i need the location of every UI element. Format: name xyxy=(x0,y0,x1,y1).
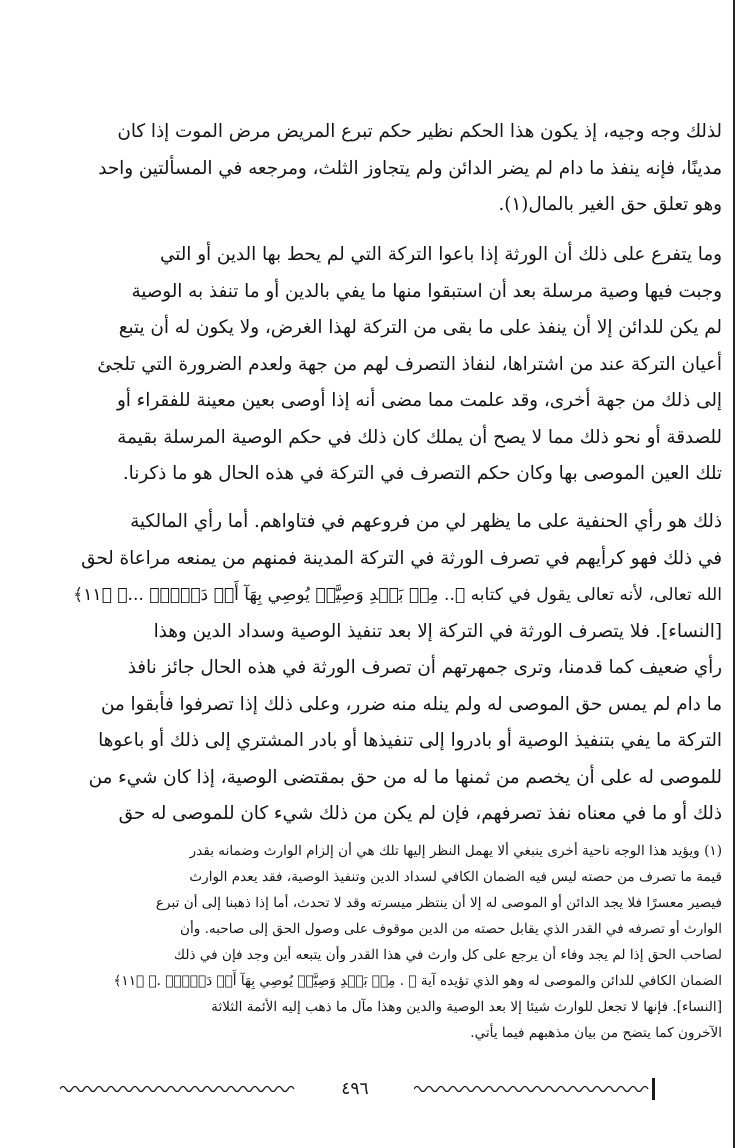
text-line: لذلك وجه وجيه، إذ يكون هذا الحكم نظير حكم تبرع المريض مرض الموت إذا كان xyxy=(117,121,722,142)
text-line: إلى ذلك من جهة أخرى، وقد علمت مما مضى أنه إذا أوصى بعين معينة للفقراء أو xyxy=(116,390,722,411)
text-line: وهو تعلق حق الغير بالمال(١). xyxy=(498,194,722,215)
text-line: وما يتفرع على ذلك أن الورثة إذا باعوا التركة التي لم يحط بها الدين أو التي xyxy=(159,244,722,265)
page-footer xyxy=(60,1074,654,1104)
footnote-line: فيصير معسرًا فلا يجد الدائن أو الموصى له إلا أن ينتظر ميسرته وقد لا تحدث، أما إذا ذهبنا إلى أن تبرع xyxy=(155,895,722,911)
text-line: ذلك أو ما في معناه نفذ تصرفهم، فإن لم يكن من ذلك شيء كان للموصى له حق xyxy=(118,803,722,824)
text-line: للصدقة أو نحو ذلك مما لا يصح أن يملك كان ذلك في حكم الوصية المرسلة بقيمة xyxy=(117,426,722,448)
text-line: التركة ما يفي بتنفيذ الوصية أو بادروا إلى تنفيذها أو بادر المشتري إلى ذلك أو باعوها xyxy=(98,730,722,751)
quran-verse-line: الله تعالى، لأنه تعالى يقول في كتابه ﴿.. مِنۢ بَعۡدِ وَصِيَّةٖ يُوصِي بِهَآ أَوۡ دَيۡنٍۗ ...﴾ ﴿١١﴾ xyxy=(73,585,722,605)
footnote-line: الآخرون كما يتضح من بيان مذهبهم فيما يأتي. xyxy=(470,1025,722,1041)
page-edge-rule xyxy=(733,0,735,1148)
decorative-wave-right xyxy=(414,1083,650,1095)
footer-end-bar xyxy=(652,1078,655,1100)
text-line: للموصى له على أن يخصم من ثمنها ما له من حق بمقتضى الوصية، إذا كان شيء من xyxy=(88,766,722,788)
text-line: تلك العين الموصى بها وكان حكم التصرف في التركة في هذه الحال هو ما ذكرنا. xyxy=(122,463,722,484)
text-line: ذلك هو رأي الحنفية على ما يظهر لي من فروعهم في فتاواهم. أما رأي المالكية xyxy=(130,511,722,532)
text-line: مدينًا، فإنه ينفذ ما دام لم يضر الدائن ولم يتجاوز الثلث، ومرجعه في المسألتين واحد xyxy=(98,157,722,179)
text-line: ما دام لم يمس حق الموصى له ولم ينله منه ضرر، وعلى ذلك إذا تصرفوا فأبقوا من xyxy=(100,693,722,715)
footnote-line: (١) ويؤيد هذا الوجه ناحية أخرى ينبغي ألا يهمل النظر إليها تلك هي أن إلزام الوارث وضمانه بقدر xyxy=(189,843,722,859)
footnote xyxy=(66,838,722,1046)
footnote-line: الضمان الكافي للدائن والموصى له وهو الذي تؤيده آية ﴿ . مِنۢ بَعۡدِ وَصِيَّةٖ يُوصِي بِهَآ أَوۡ دَيۡنٍۗ .﴾ ﴿١١﴾ xyxy=(113,973,722,989)
footnote-line: لصاحب الحق إذا لم يجد وفاء أن يرجع على كل وارث في هذا القدر وأن يتبعه أين وجد فإن في ذلك xyxy=(173,947,722,963)
paragraph-3 xyxy=(66,504,722,833)
footnote-line: [النساء]. فإنها لا تجعل للوارث شيئا إلا بعد الوصية والدين وهذا مآل ما ذهب إليه الأئمة الثلاثة xyxy=(211,999,722,1015)
paragraph-2 xyxy=(66,237,722,493)
text-line: أعيان التركة عند من اشتراها، لنفاذ التصرف لهم من جهة ولعدم الضرورة التي تلجئ xyxy=(97,353,722,375)
text-line: [النساء]. فلا يتصرف الورثة في التركة إلا بعد تنفيذ الوصية وسداد الدين وهذا xyxy=(153,620,722,642)
footnote-line: الوارث أو تصرفه في القدر الذي يقابل حصته من الدين موقوف على وصول الحق إلى صاحبه. وأن xyxy=(180,921,722,937)
text-line: في ذلك فهو كرأيهم في تصرف الورثة في التركة المدينة فمنهم من يمنعه مراعاة لحق xyxy=(81,547,722,569)
text-line: وجبت فيها وصية مرسلة بعد أن استبقوا منها ما يفي بالدين أو ما تنفذ به الوصية xyxy=(131,280,722,302)
text-line: لم يكن للدائن إلا أن ينفذ على ما بقى من التركة لهذا الغرض، ولا يكون له أن يتبع xyxy=(118,317,722,338)
page-number: ٤٩٦ xyxy=(341,1079,369,1099)
footnote-line: قيمة ما تصرف من حصته ليس فيه الضمان الكافي لسداد الدين وتنفيذ الوصية، فقد يعدم الوارث xyxy=(189,869,722,885)
paragraph-1 xyxy=(66,114,722,224)
decorative-wave-left xyxy=(60,1083,296,1095)
text-line: رأي ضعيف كما قدمنا، وترى جمهرتهم أن تصرف الورثة في هذه الحال جائز نافذ xyxy=(127,657,722,678)
